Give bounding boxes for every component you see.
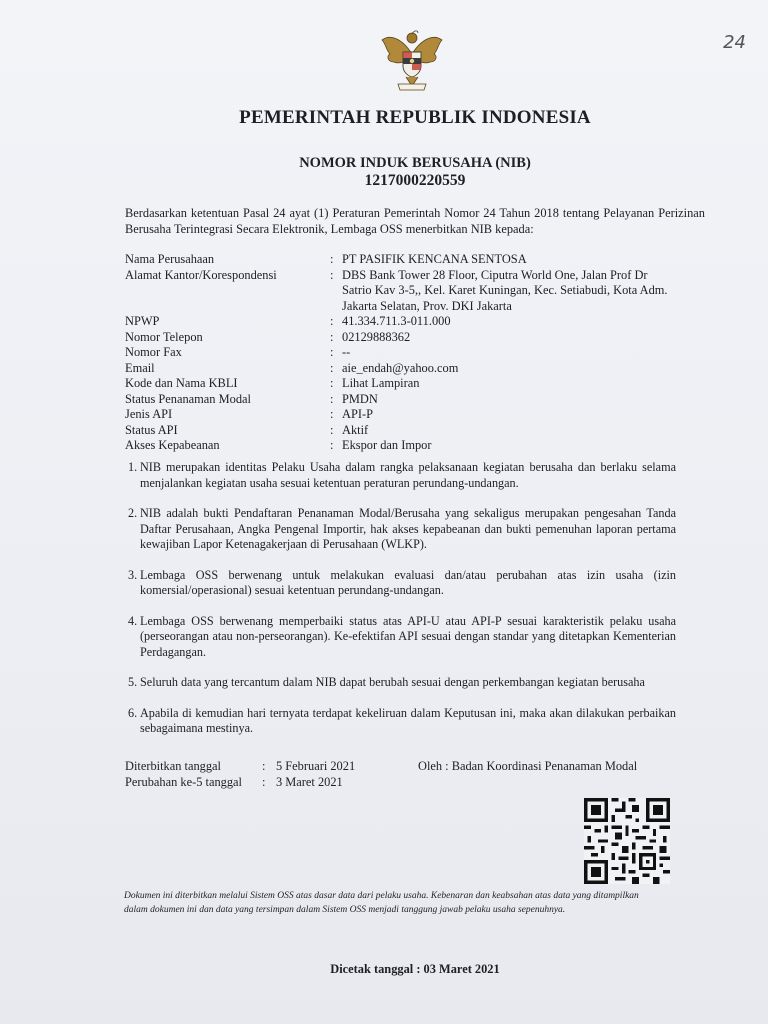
- list-item: [128, 706, 676, 737]
- issued-date-row: [125, 758, 355, 774]
- note-text: Seluruh data yang tercantum dalam NIB dapat berubah sesuai dengan perkembangan kegiatan berusaha: [140, 675, 645, 689]
- field-label: Email: [125, 360, 155, 375]
- field-label: Status API: [125, 422, 178, 437]
- field-label: Nama Perusahaan: [125, 252, 215, 266]
- list-item: [128, 568, 676, 599]
- field-value: aie_endah@yahoo.com: [342, 360, 459, 375]
- field-row: [125, 314, 685, 330]
- revision-colon: :: [262, 775, 266, 789]
- field-label: Alamat Kantor/Korespondensi: [125, 267, 277, 282]
- field-colon: :: [330, 345, 334, 359]
- field-value: API-P: [342, 407, 373, 421]
- note-text: NIB adalah bukti Pendaftaran Penanaman Modal/Berusaha yang sekaligus merupakan pengesahan Tanda Daftar Perusahaan, Angka Pengenal Importir, hak akses kepabeanan dan bukti pemenuhan laporan pertama kewajiban Lapor Ketenagakerjaan di Perusahaan (WLKP).: [140, 506, 676, 551]
- field-row: [125, 423, 685, 439]
- note-number: 1.: [128, 460, 138, 474]
- note-number: 2.: [128, 506, 138, 520]
- list-item: [128, 614, 676, 661]
- field-label: NPWP: [125, 314, 160, 328]
- field-value: Lihat Lampiran: [342, 376, 420, 390]
- printed-date: Dicetak tanggal : 03 Maret 2021: [330, 962, 500, 976]
- field-row: [125, 268, 685, 315]
- revision-date-label: Perubahan ke-5 tanggal: [125, 775, 242, 789]
- issued-date-value: 5 Februari 2021: [276, 759, 356, 773]
- revision-date-value: 3 Maret 2021: [276, 775, 343, 789]
- field-value: PMDN: [342, 391, 378, 406]
- company-fields: [125, 252, 685, 454]
- handwritten-page-number: 24: [723, 32, 746, 53]
- field-row: [125, 376, 685, 392]
- field-colon: :: [330, 376, 334, 390]
- field-label: Nomor Fax: [125, 345, 182, 359]
- field-value: PT PASIFIK KENCANA SENTOSA: [342, 252, 527, 266]
- field-row: [125, 407, 685, 423]
- field-colon: :: [330, 252, 334, 266]
- issuer: Oleh : Badan Koordinasi Penanaman Modal: [418, 759, 638, 773]
- field-value: 02129888362: [342, 329, 411, 344]
- note-number: 4.: [128, 613, 138, 628]
- document-subtitle: NOMOR INDUK BERUSAHA (NIB): [299, 155, 531, 171]
- field-label: Nomor Telepon: [125, 329, 203, 344]
- field-label: Status Penanaman Modal: [125, 391, 251, 406]
- field-label: Akses Kepabeanan: [125, 438, 220, 452]
- field-colon: :: [330, 391, 334, 406]
- field-label: Jenis API: [125, 407, 173, 421]
- field-row: [125, 345, 685, 361]
- note-text: Apabila di kemudian hari ternyata terdapat kekeliruan dalam Keputusan ini, maka akan dilakukan perbaikan sebagaimana mestinya.: [140, 705, 676, 735]
- revision-date-row: [125, 774, 355, 790]
- note-number: 5.: [128, 675, 138, 689]
- intro-paragraph: Berdasarkan ketentuan Pasal 24 ayat (1) Peraturan Pemerintah Nomor 24 Tahun 2018 tentang Pelayanan Perizinan Berusaha Terintegrasi Secara Elektronik, Lembaga OSS menerbitkan NIB kepada:: [125, 206, 705, 236]
- notes-list: [128, 460, 676, 737]
- field-value: Ekspor dan Impor: [342, 438, 432, 452]
- field-colon: :: [330, 422, 334, 437]
- field-row: [125, 252, 685, 268]
- field-value: Aktif: [342, 422, 369, 437]
- note-number: 3.: [128, 567, 138, 582]
- field-value: DBS Bank Tower 28 Floor, Ciputra World One, Jalan Prof Dr Satrio Kav 3-5,, Kel. Karet Kuningan, Kec. Setiabudi, Kota Adm. Jakarta Selatan, Prov. DKI Jakarta: [342, 267, 668, 313]
- note-text: Lembaga OSS berwenang memperbaiki status atas API-U atau API-P sesuai karakteristik pelaku usaha (perseorangan atau non-perseorangan). Ke-efektifan API sesuai dengan standar yang ditetapkan Kementerian Perdagangan.: [140, 613, 676, 659]
- field-value: 41.334.711.3-011.000: [342, 314, 451, 328]
- note-text: NIB merupakan identitas Pelaku Usaha dalam rangka pelaksanaan kegiatan berusaha dan berlaku selama menjalankan kegiatan usaha sesuai ketentuan peraturan perundang-undangan.: [140, 460, 676, 490]
- list-item: [128, 506, 676, 553]
- note-number: 6.: [128, 705, 138, 720]
- field-row: [125, 392, 685, 408]
- issue-dates: [125, 758, 355, 790]
- field-value: --: [342, 345, 351, 359]
- field-colon: :: [330, 314, 334, 328]
- list-item: [128, 460, 676, 491]
- field-colon: :: [330, 267, 334, 282]
- field-row: [125, 438, 685, 454]
- field-colon: :: [330, 407, 334, 421]
- document-title: PEMERINTAH REPUBLIK INDONESIA: [239, 107, 591, 128]
- qr-code-icon: [584, 798, 670, 884]
- garuda-emblem-icon: [376, 24, 448, 96]
- note-text: Lembaga OSS berwenang untuk melakukan evaluasi dan/atau perubahan atas izin usaha (izin komersial/operasional) sesuai ketentuan perundang-undangan.: [140, 567, 676, 597]
- list-item: [128, 675, 676, 691]
- field-label: Kode dan Nama KBLI: [125, 376, 238, 390]
- nib-number: 1217000220559: [364, 172, 466, 189]
- field-row: [125, 361, 685, 377]
- footnote: Dokumen ini diterbitkan melalui Sistem OSS atas dasar data dari pelaku usaha. Kebenaran dan keabsahan atas data yang ditampilkan dalam dokumen ini dan data yang tersimpan dalam Sistem OSS menjadi tanggung jawab pelaku usaha sepenuhnya.: [124, 891, 639, 915]
- field-colon: :: [330, 329, 334, 344]
- field-colon: :: [330, 438, 334, 452]
- issued-colon: :: [262, 759, 266, 773]
- field-row: [125, 330, 685, 346]
- field-colon: :: [330, 360, 334, 375]
- issued-date-label: Diterbitkan tanggal: [125, 759, 221, 773]
